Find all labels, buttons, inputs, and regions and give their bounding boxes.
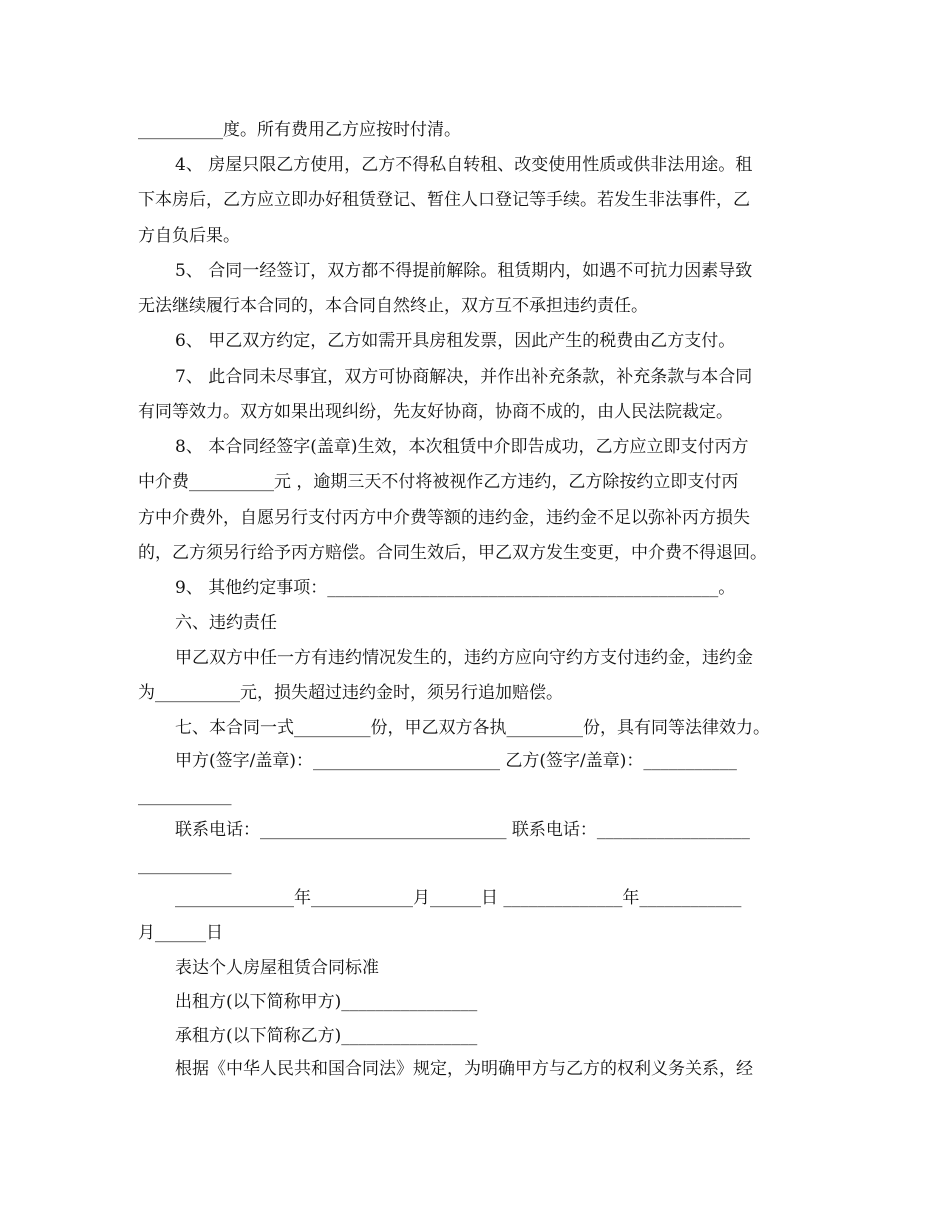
document-subtitle: 表达个人房屋租赁合同标准: [175, 958, 379, 978]
text-line: 甲乙双方中任一方有违约情况发生的，违约方应向守约方支付违约金，违约金: [175, 648, 753, 668]
section-heading-breach: 六、违约责任: [175, 613, 277, 633]
clause-4: 4、 房屋只限乙方使用，乙方不得私自转租、改变使用性质或供非法用途。租: [175, 155, 753, 175]
section-copies: 七、本合同一式_________份，甲乙双方各执_________份，具有同等法律效力。: [175, 718, 770, 738]
text-line: 无法继续履行本合同的，本合同自然终止，双方互不承担违约责任。: [138, 296, 648, 316]
text-line: 方自负后果。: [138, 226, 240, 246]
clause-7: 7、 此合同未尽事宜，双方可协商解决，并作出补充条款，补充条款与本合同: [175, 367, 753, 387]
text-line: 为__________元，损失超过违约金时，须另行追加赔偿。: [138, 683, 563, 703]
date-line: ______________年____________月______日 ______________年____________: [175, 888, 742, 908]
lessor-line: 出租方(以下简称甲方)________________: [175, 992, 478, 1012]
signature-line-continued: ___________: [138, 786, 232, 806]
clause-5: 5、 合同一经签订，双方都不得提前解除。租赁期内，如遇不可抗力因素导致: [175, 261, 753, 281]
date-line-continued: 月______日: [138, 923, 223, 943]
text-line: 的，乙方须另行给予丙方赔偿。合同生效后，甲乙双方发生变更，中介费不得退回。: [138, 543, 767, 563]
signature-line: 甲方(签字/盖章)：______________________ 乙方(签字/盖章)：___________: [175, 751, 737, 771]
text-line: 中介费__________元 ，逾期三天不付将被视作乙方违约，乙方除按约立即支付丙: [138, 472, 739, 492]
text-line: 下本房后，乙方应立即办好租赁登记、暂住人口登记等手续。若发生非法事件，乙: [138, 190, 750, 210]
text-line: 根据《中华人民共和国合同法》规定，为明确甲方与乙方的权利义务关系，经: [175, 1059, 753, 1079]
clause-6: 6、 甲乙双方约定，乙方如需开具房租发票，因此产生的税费由乙方支付。: [175, 331, 736, 351]
phone-line-continued: ___________: [138, 855, 232, 875]
text-line: __________度。所有费用乙方应按时付清。: [138, 120, 461, 140]
text-line: 方中介费外，自愿另行支付丙方中介费等额的违约金，违约金不足以弥补丙方损失: [138, 508, 750, 528]
phone-line: 联系电话：_____________________________ 联系电话：__________________: [175, 820, 750, 840]
clause-9: 9、 其他约定事项：______________________________________________。: [175, 578, 736, 598]
text-line: 有同等效力。双方如果出现纠纷，先友好协商，协商不成的，由人民法院裁定。: [138, 402, 733, 422]
clause-8: 8、 本合同经签字(盖章)生效，本次租赁中介即告成功，乙方应立即支付丙方: [175, 437, 749, 457]
lessee-line: 承租方(以下简称乙方)________________: [175, 1026, 478, 1046]
